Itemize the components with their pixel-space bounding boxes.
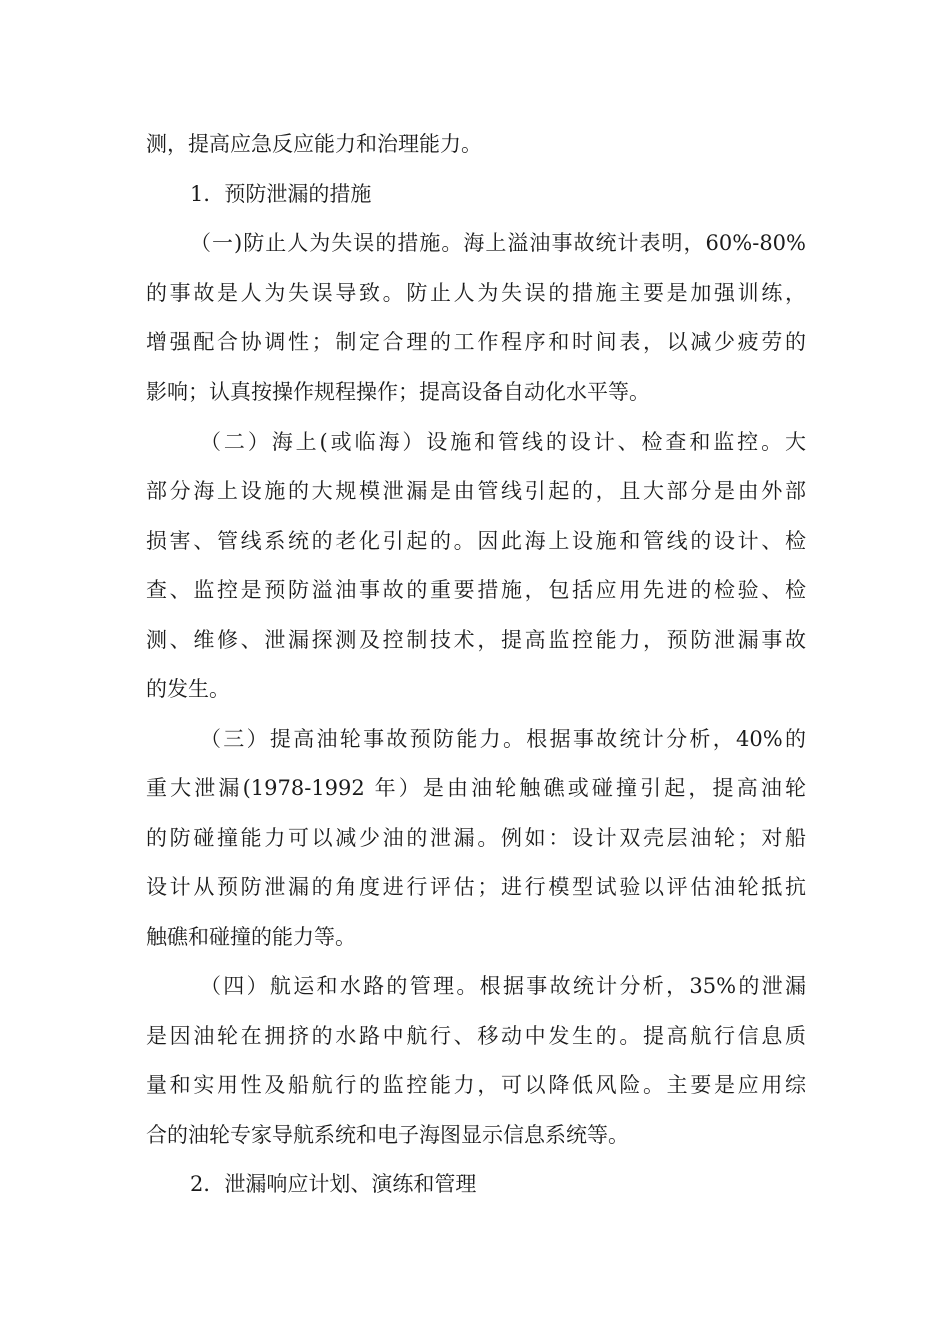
text-line: 触礁和碰撞的能力等。 [146,925,356,949]
text-line: 的发生。 [146,677,230,701]
text-line: 合的油轮专家导航系统和电子海图显示信息系统等。 [146,1123,629,1147]
text-line: 的事故是人为失误导致。防止人为失误的措施主要是加强训练， [146,281,806,305]
section-heading: 1．预防泄漏的措施 [190,182,372,206]
text-line: （四）航运和水路的管理。根据事故统计分析，35%的泄漏 [200,974,806,998]
text-line: （三）提高油轮事故预防能力。根据事故统计分析，40%的 [200,727,806,751]
text-line: 测、维修、泄漏探测及控制技术，提高监控能力，预防泄漏事故 [146,628,806,652]
text-line: 部分海上设施的大规模泄漏是由管线引起的，且大部分是由外部 [146,479,806,503]
text-line: 量和实用性及船航行的监控能力，可以降低风险。主要是应用综 [146,1073,806,1097]
text-line: （二）海上(或临海）设施和管线的设计、检查和监控。大 [200,430,806,454]
text-line: 重大泄漏(1978-1992 年）是由油轮触礁或碰撞引起，提高油轮 [146,776,806,800]
text-line: 是因油轮在拥挤的水路中航行、移动中发生的。提高航行信息质 [146,1024,806,1048]
text-line: 增强配合协调性；制定合理的工作程序和时间表，以减少疲劳的 [146,330,806,354]
text-line: 损害、管线系统的老化引起的。因此海上设施和管线的设计、检 [146,529,806,553]
text-line: （一)防止人为失误的措施。海上溢油事故统计表明，60%-80% [190,231,806,255]
section-heading: 2．泄漏响应计划、演练和管理 [190,1172,477,1196]
text-line: 查、监控是预防溢油事故的重要措施，包括应用先进的检验、检 [146,578,806,602]
text-line: 影响；认真按操作规程操作；提高设备自动化水平等。 [146,380,650,404]
text-line: 的防碰撞能力可以减少油的泄漏。例如：设计双壳层油轮；对船 [146,826,806,850]
text-line: 测，提高应急反应能力和治理能力。 [146,132,482,156]
text-line: 设计从预防泄漏的角度进行评估；进行模型试验以评估油轮抵抗 [146,875,806,899]
